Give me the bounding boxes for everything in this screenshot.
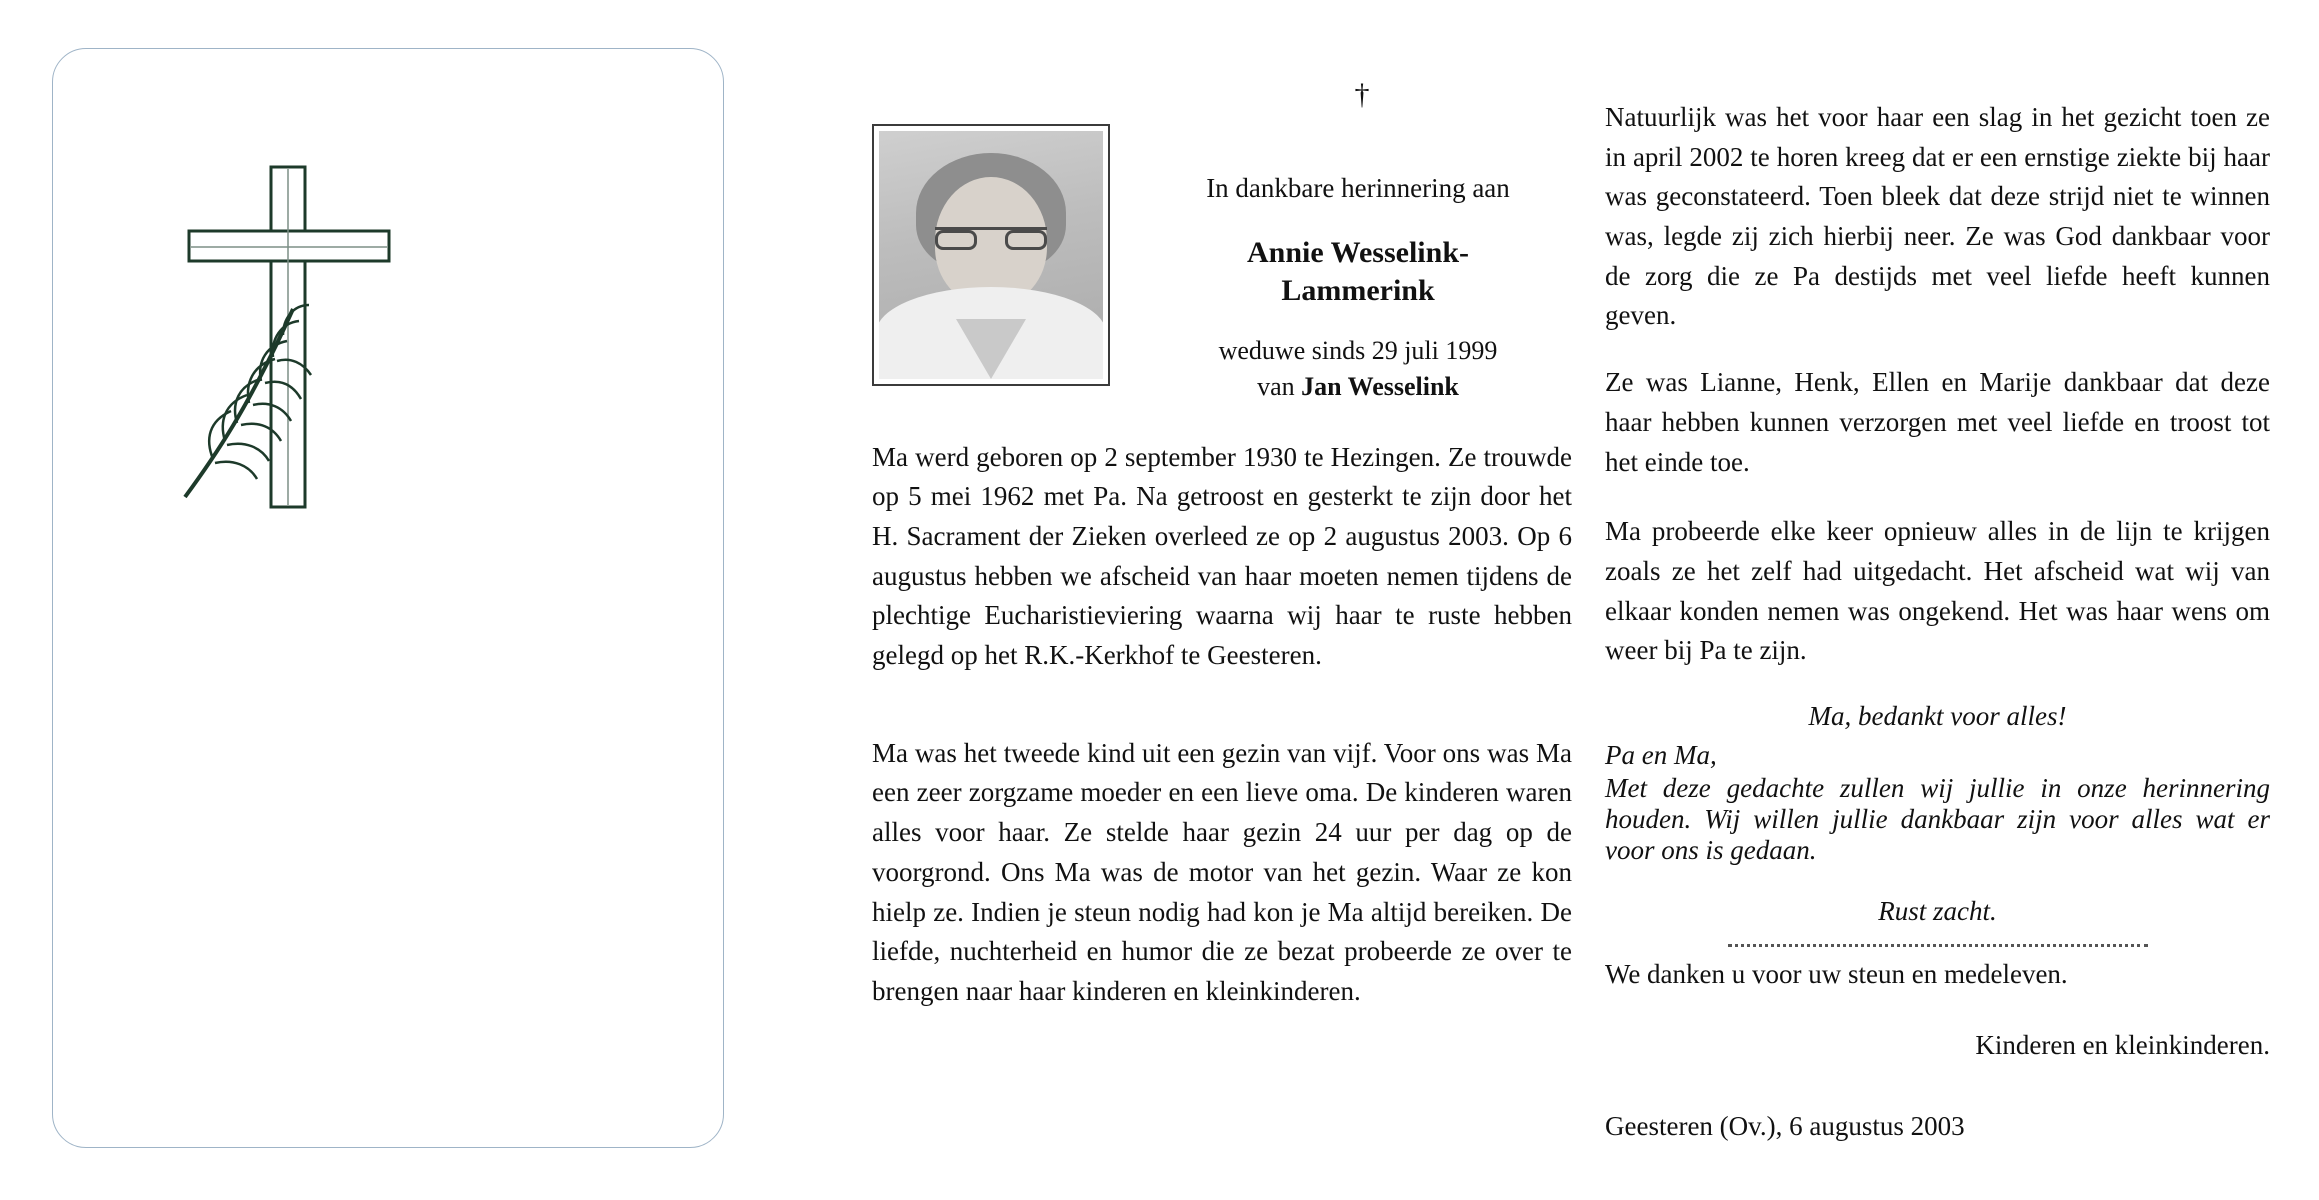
spouse-line [1144,369,1572,404]
widow-since: weduwe sinds 29 juli 1999 [1218,336,1498,366]
right-paragraph-3: Ma probeerde elke keer opnieuw alles in de lijn te krijgen zoals ze het zelf had uitgedacht. Het afscheid wat wij van elkaar konden nemen was ongekend. Het was haar wens om weer bij Pa te zijn. [1605,516,2270,666]
thanks-italic-line: Ma, bedankt voor alles! [1808,700,2067,731]
spouse-name: Jan Wesselink [1301,371,1459,401]
memorial-intro: In dankbare herinnering aan [1206,173,1510,203]
addressees-line: Pa en Ma, [1605,739,1717,770]
deceased-name-line-2: Lammerink [1281,273,1435,307]
thanks-for-support-line: We danken u voor uw steun en medeleven. [1605,958,2068,989]
left-illustration-panel [52,48,724,1148]
widow-of-prefix: van [1257,371,1302,401]
right-paragraph-1: Natuurlijk was het voor haar een slag in het gezicht toen ze in april 2002 te horen kreeg dat er een ernstige ziekte bij haar was geconstateerd. Toen bleek dat deze strijd niet te winnen was, legde zij zich hierbij neer. Ze was God dankbaar voor de zorg die ze Pa destijds met veel liefde heeft kunnen geven. [1605,102,2270,331]
memorial-header [872,124,1572,404]
widow-since-line [1144,333,1572,403]
portrait-glasses [935,227,1047,252]
middle-paragraph-2: Ma was het tweede kind uit een gezin van vijf. Voor ons was Ma een zeer zorgzame moeder en een lieve oma. De kinderen waren alles voor haar. Ze stelde haar gezin 24 uur per dag op de voorgrond. Ons Ma was de motor van het gezin. Waar ze kon hielp ze. Indien je steun nodig had kon je Ma altijd bereiken. De liefde, nuchterheid en humor die ze bezat probeerde ze over te brengen naar haar kinderen en kleinkinderen. [872,737,1572,1006]
middle-column [872,80,1572,1160]
rest-in-peace-line: Rust zacht. [1878,895,1997,926]
right-column [1605,98,2270,1142]
deceased-name-line-1: Annie Wesselink- [1247,236,1469,270]
portrait-photo [879,131,1103,379]
cross-with-palm-branch-icon [153,159,453,539]
right-paragraph-2: Ze was Lianne, Henk, Ellen en Marije dankbaar dat deze haar hebben kunnen verzorgen met veel liefde en troost tot het einde toe. [1605,367,2270,477]
closing-italic-paragraph: Met deze gedachte zullen wij jullie in onze herinnering houden. Wij willen jullie dankbaar zijn voor alles wat er voor ons is gedaan. [1605,772,2270,865]
portrait-frame [872,124,1110,386]
place-and-date: Geesteren (Ov.), 6 augustus 2003 [1605,1110,1965,1141]
cross-dagger-icon: † [1354,78,1370,111]
header-text-block [1144,124,1572,404]
dotted-divider [1728,943,2148,947]
middle-paragraph-1: Ma werd geboren op 2 september 1930 te Hezingen. Ze trouwde op 5 mei 1962 met Pa. Na getroost en gesterkt te zijn door het H. Sacrament der Zieken overleed ze op 2 augustus 2003. Op 6 augustus hebben we afscheid van haar moeten nemen tijdens de plechtige Eucharistieviering waarna wij haar te ruste hebben gelegd op het R.K.-Kerkhof te Geesteren. [872,441,1572,671]
deceased-name [1144,234,1572,309]
signers-line: Kinderen en kleinkinderen. [1975,1029,2270,1060]
